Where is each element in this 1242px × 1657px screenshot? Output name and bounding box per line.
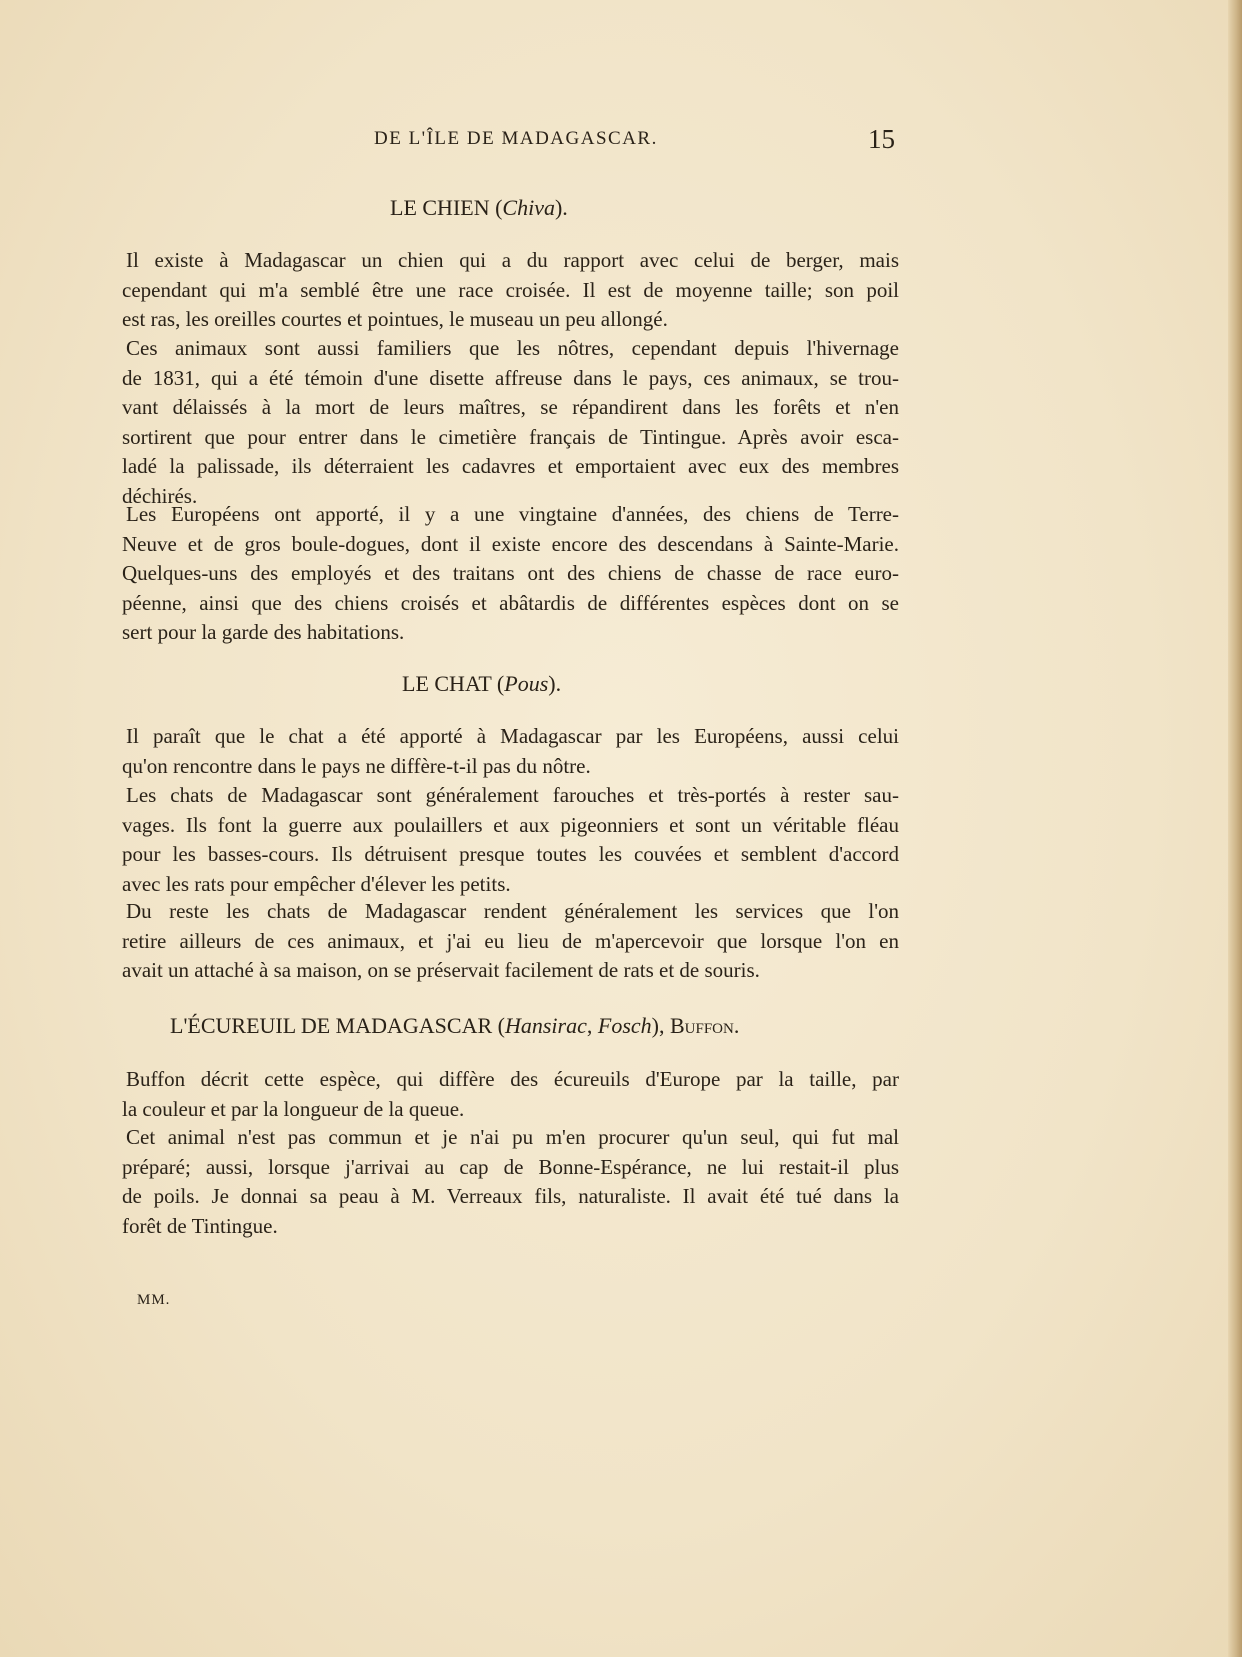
- heading-squirrel-sep: ,: [586, 1013, 598, 1038]
- text-line: Quelques-uns des employés et des traitans ont des chiens de chasse de race euro-: [122, 561, 899, 585]
- paragraph-dog-3: [122, 500, 899, 648]
- text-line: avec les rats pour empêcher d'élever les petits.: [122, 871, 511, 896]
- heading-cat: [402, 671, 561, 697]
- signature-initials: MM.: [137, 1292, 171, 1308]
- running-title: DE L'ÎLE DE MADAGASCAR.: [374, 128, 658, 149]
- heading-dog: [390, 195, 568, 221]
- text-line: vant délaissés à la mort de leurs maîtres, se répandirent dans les forêts et n'en: [122, 395, 899, 419]
- text-line: Du reste les chats de Madagascar rendent généralement les services que l'on: [126, 899, 899, 923]
- heading-dog-italic: Chiva: [502, 195, 555, 220]
- text-line: de 1831, qui a été témoin d'une disette affreuse dans le pays, ces animaux, se trou-: [122, 365, 899, 390]
- text-line: retire ailleurs de ces animaux, et j'ai eu lieu de m'apercevoir que lorsque l'on en: [122, 928, 899, 953]
- text-line: Il paraît que le chat a été apporté à Madagascar par les Européens, aussi celui: [126, 724, 899, 748]
- heading-squirrel-italic-2: Fosch: [597, 1013, 652, 1038]
- heading-squirrel-end: ),: [651, 1013, 670, 1038]
- heading-squirrel: [170, 1013, 739, 1039]
- text-line: vages. Ils font la guerre aux poulaillers et aux pigeonniers et sont un véritable fléau: [122, 812, 899, 837]
- paragraph-dog-1: [122, 246, 899, 335]
- text-line: Buffon décrit cette espèce, qui diffère des écureuils d'Europe par la taille, par: [126, 1067, 899, 1091]
- paragraph-dog-2: [122, 334, 899, 511]
- heading-squirrel-author: Buffon.: [669, 1013, 740, 1038]
- text-line: déchirés.: [122, 483, 198, 508]
- text-line: Il existe à Madagascar un chien qui a du rapport avec celui de berger, mais: [126, 248, 899, 272]
- text-line: Neuve et de gros boule-dogues, dont il existe encore des descendans à Sainte-Marie.: [122, 531, 899, 556]
- paragraph-cat-3: [122, 897, 899, 986]
- page-edge: [1228, 0, 1242, 1657]
- paragraph-cat-2: [122, 781, 899, 899]
- text-line: Ces animaux sont aussi familiers que les nôtres, cependant depuis l'hivernage: [126, 336, 899, 360]
- heading-cat-italic: Pous: [504, 671, 549, 696]
- text-line: de poils. Je donnai sa peau à M. Verreaux fils, naturaliste. Il avait été tué dans la: [122, 1184, 899, 1208]
- paragraph-squirrel-1: [122, 1065, 899, 1124]
- text-line: péenne, ainsi que des chiens croisés et abâtardis de différentes espèces dont on se: [122, 590, 899, 615]
- text-line: forêt de Tintingue.: [122, 1213, 278, 1238]
- text-line: la couleur et par la longueur de la queue.: [122, 1096, 465, 1121]
- text-line: pour les basses-cours. Ils détruisent presque toutes les couvées et semblent d'accord: [122, 842, 899, 866]
- text-line: sert pour la garde des habitations.: [122, 620, 405, 644]
- paragraph-squirrel-2: [122, 1123, 899, 1241]
- text-line: qu'on rencontre dans le pays ne diffère-t-il pas du nôtre.: [122, 753, 591, 778]
- text-line: Les Européens ont apporté, il y a une vingtaine d'années, des chiens de Terre-: [126, 502, 899, 526]
- paragraph-cat-1: [122, 722, 899, 781]
- text-line: cependant qui m'a semblé être une race croisée. Il est de moyenne taille; son poil: [122, 277, 899, 302]
- text-line: avait un attaché à sa maison, on se préservait facilement de rats et de souris.: [122, 958, 760, 982]
- text-line: préparé; aussi, lorsque j'arrivai au cap de Bonne-Espérance, ne lui restait-il plus: [122, 1154, 899, 1179]
- heading-cat-end: ).: [548, 671, 562, 696]
- heading-squirrel-main: L'ÉCUREUIL DE MADAGASCAR (: [170, 1013, 505, 1038]
- text-line: Les chats de Madagascar sont généralement farouches et très-portés à rester sau-: [126, 783, 899, 807]
- heading-cat-main: LE CHAT (: [402, 671, 505, 696]
- heading-squirrel-italic-1: Hansirac: [504, 1013, 587, 1038]
- heading-dog-main: LE CHIEN (: [390, 195, 503, 220]
- text-line: Cet animal n'est pas commun et je n'ai pu m'en procurer qu'un seul, qui fut mal: [126, 1125, 899, 1149]
- heading-dog-end: ).: [554, 195, 568, 220]
- page-number: 15: [868, 124, 895, 154]
- text-line: est ras, les oreilles courtes et pointues, le museau un peu allongé.: [122, 307, 668, 331]
- text-line: sortirent que pour entrer dans le cimetière français de Tintingue. Après avoir esca-: [122, 424, 899, 449]
- text-line: ladé la palissade, ils déterraient les cadavres et emportaient avec eux des membres: [122, 454, 899, 478]
